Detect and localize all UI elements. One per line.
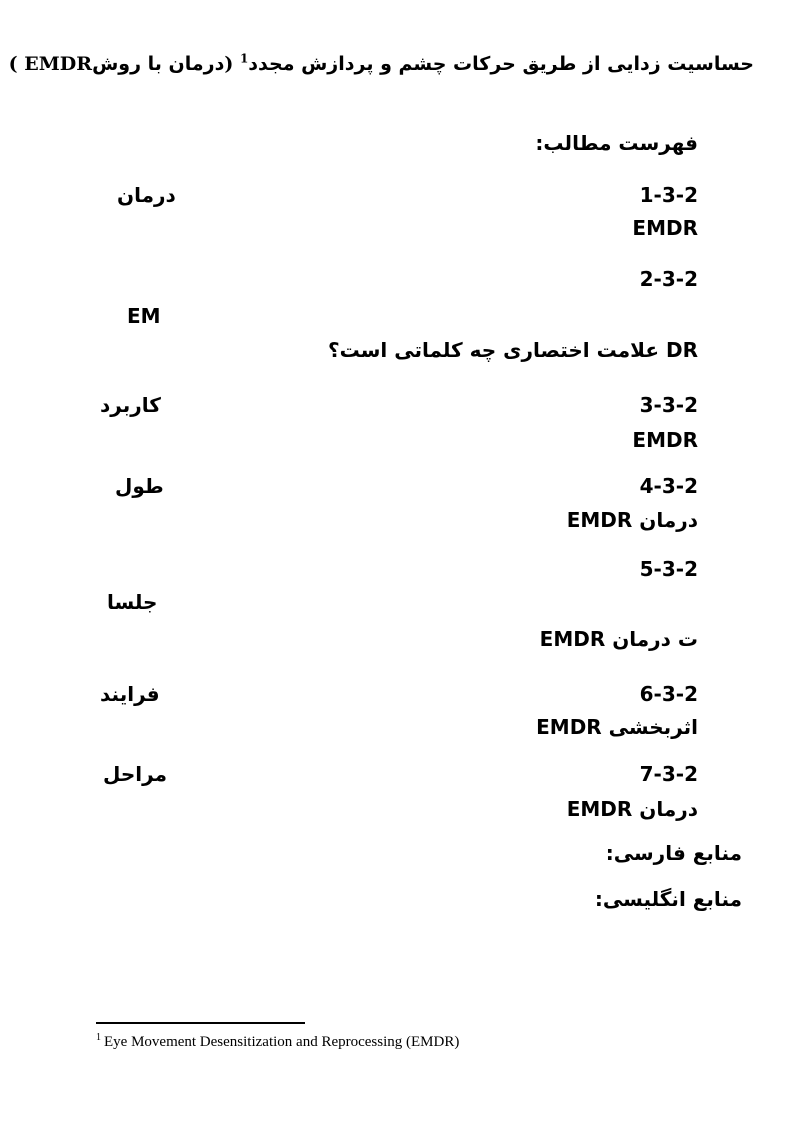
- document-title-text: حساسیت زدایی از طریق حرکات چشم و پردازش مجدد: [248, 53, 754, 75]
- toc-entry-4-line1: [96, 473, 698, 499]
- toc-entry-2-number: 2-3-2: [639, 267, 698, 291]
- toc-entry-2-continuation-a: EM: [127, 304, 161, 328]
- toc-entry-7-title-word: مراحل: [103, 762, 167, 786]
- toc-entry-7-continuation: درمان EMDR: [566, 797, 698, 821]
- footnote-reference-marker: 1: [239, 51, 249, 66]
- toc-entry-1-continuation: EMDR: [632, 216, 698, 240]
- toc-entry-2-continuation-b: DR علامت اختصاری چه کلماتی است؟: [327, 338, 698, 362]
- toc-entry-6-number: 6-3-2: [639, 682, 698, 706]
- toc-entry-5-number: 5-3-2: [639, 557, 698, 581]
- sources-english-heading: منابع انگلیسی:: [594, 887, 742, 911]
- footnote-marker: 1: [96, 1032, 101, 1043]
- toc-entry-1-number: 1-3-2: [639, 183, 698, 207]
- toc-entry-4-title-word: طول: [115, 474, 164, 498]
- toc-entry-4-number: 4-3-2: [639, 474, 698, 498]
- toc-entry-6-continuation: اثربخشی EMDR: [536, 715, 698, 739]
- footnote-separator-rule: [96, 1022, 305, 1024]
- document-title-paren-text: (درمان با روشEMDR ): [8, 53, 240, 75]
- toc-entry-3-title-word: کاربرد: [100, 393, 161, 417]
- toc-entry-4-continuation: درمان EMDR: [566, 508, 698, 532]
- toc-entry-1-line1: [96, 182, 698, 208]
- toc-entry-7-number: 7-3-2: [639, 762, 698, 786]
- document-title: [8, 51, 754, 77]
- toc-entry-6-title-word: فرایند: [100, 682, 160, 706]
- toc-entry-3-continuation: EMDR: [632, 428, 698, 452]
- toc-entry-6-line1: [96, 681, 698, 707]
- toc-entry-5-continuation-a: جلسا: [107, 590, 158, 614]
- footnote-text: Eye Movement Desensitization and Reprocessing (EMDR): [104, 1034, 460, 1050]
- toc-heading: فهرست مطالب:: [535, 131, 698, 155]
- footnote: [96, 1030, 459, 1054]
- toc-entry-5-continuation-b: ت درمان EMDR: [539, 627, 698, 651]
- toc-entry-3-number: 3-3-2: [639, 393, 698, 417]
- toc-entry-3-line1: [96, 392, 698, 418]
- toc-entry-1-title-word: درمان: [117, 183, 176, 207]
- toc-entry-7-line1: [96, 761, 698, 787]
- sources-persian-heading: منابع فارسی:: [605, 841, 742, 865]
